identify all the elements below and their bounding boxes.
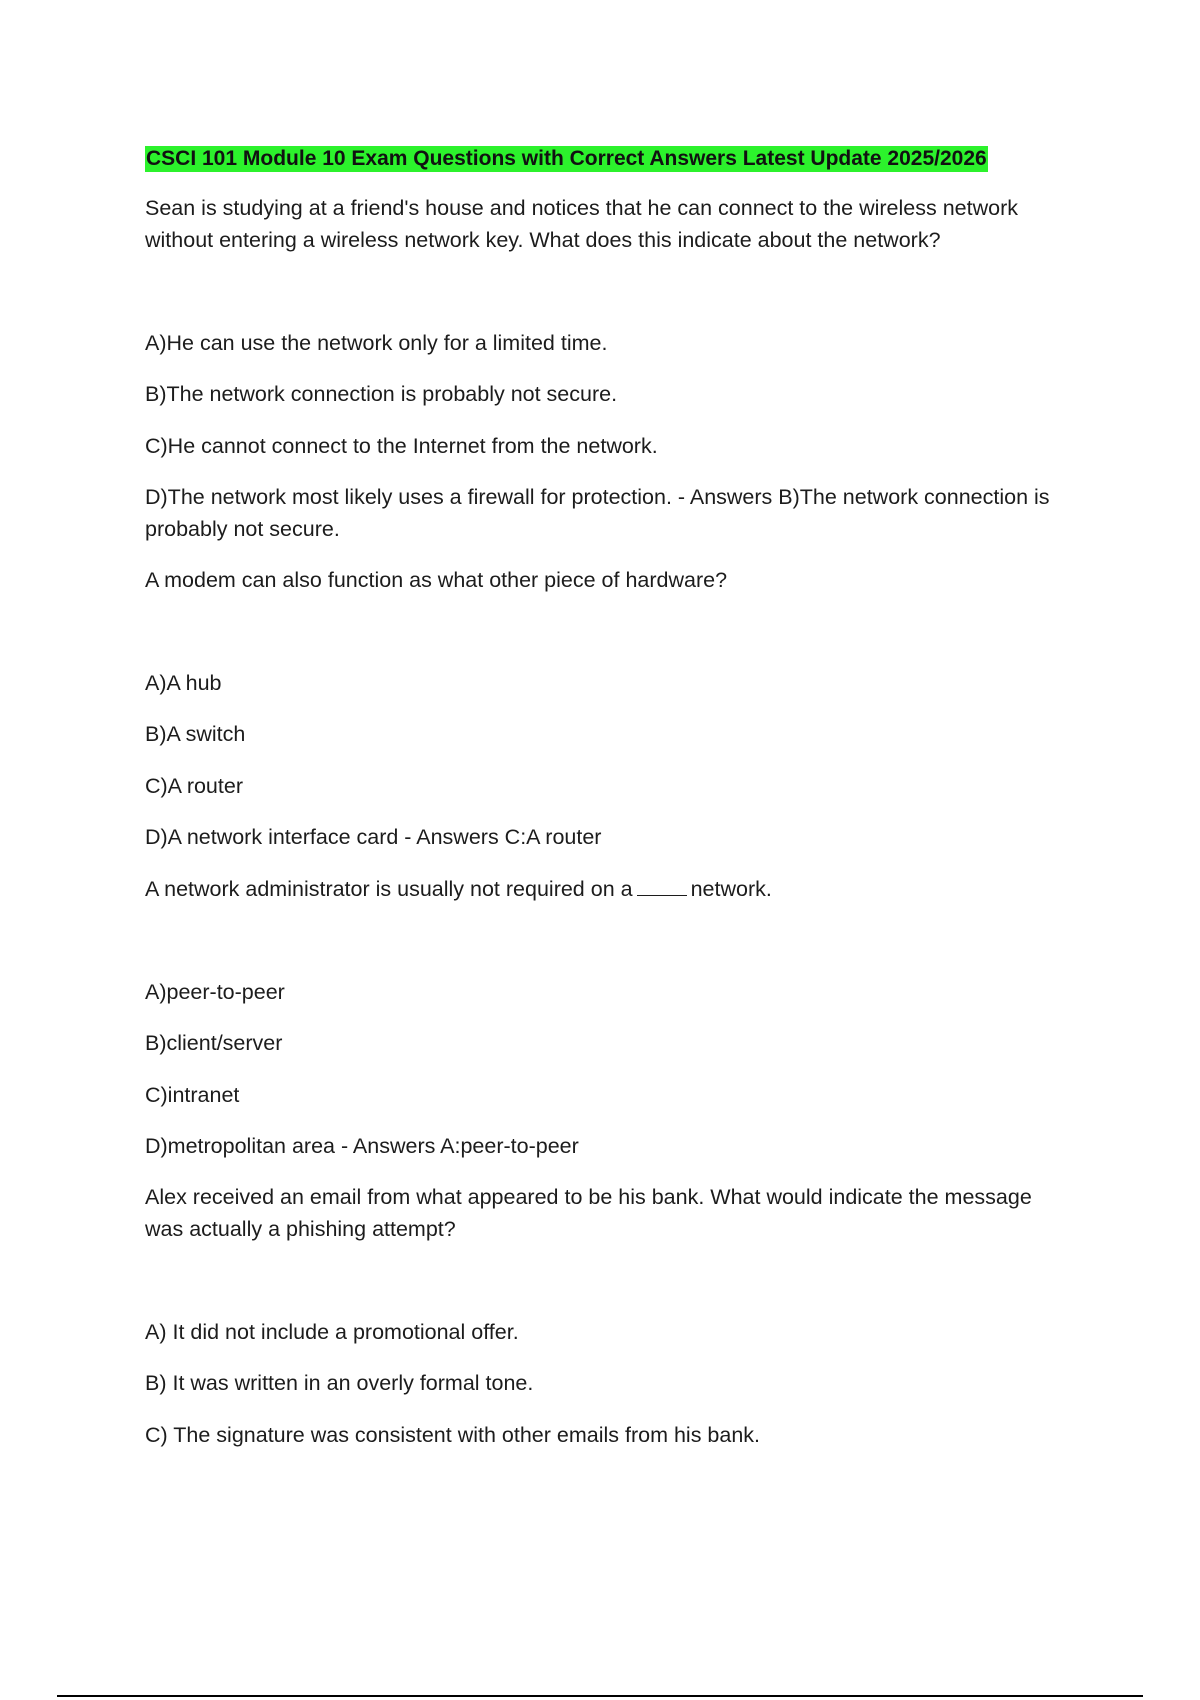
- document-title: CSCI 101 Module 10 Exam Questions with Correct Answers Latest Update 2025/2026: [146, 147, 987, 170]
- q1-text-line-2: without entering a wireless network key. What does this indicate about the network?: [145, 228, 941, 252]
- q1-option-a: A)He can use the network only for a limited time.: [145, 331, 608, 355]
- q3-option-d: D)metropolitan area - Answers A:peer-to-peer: [145, 1134, 579, 1158]
- q4-text-line-1: Alex received an email from what appeared to be his bank. What would indicate the message: [145, 1185, 1032, 1209]
- footer-rule: [57, 1695, 1143, 1697]
- q3-option-a: A)peer-to-peer: [145, 980, 285, 1004]
- q2-option-a: A)A hub: [145, 671, 222, 695]
- q3-blank: [637, 875, 687, 896]
- q3-text-after: network.: [690, 877, 772, 901]
- q2-text: A modem can also function as what other piece of hardware?: [145, 568, 728, 592]
- q2-option-d: D)A network interface card - Answers C:A router: [145, 825, 602, 849]
- q1-option-d-line-1: D)The network most likely uses a firewall for protection. - Answers B)The network connection is: [145, 485, 1050, 509]
- q1-option-b: B)The network connection is probably not secure.: [145, 382, 618, 406]
- q3-text: [145, 873, 772, 906]
- q4-text-line-2: was actually a phishing attempt?: [145, 1217, 456, 1241]
- q3-text-before: A network administrator is usually not required on a: [145, 877, 633, 901]
- q4-option-b: B) It was written in an overly formal tone.: [145, 1371, 534, 1395]
- q3-option-c: C)intranet: [145, 1083, 240, 1107]
- q1-text-line-1: Sean is studying at a friend's house and notices that he can connect to the wireless network: [145, 196, 1018, 220]
- q2-option-b: B)A switch: [145, 722, 246, 746]
- q3-option-b: B)client/server: [145, 1031, 283, 1055]
- q2-option-c: C)A router: [145, 774, 243, 798]
- q1-option-d-line-2: probably not secure.: [145, 517, 340, 541]
- q4-option-c: C) The signature was consistent with other emails from his bank.: [145, 1423, 761, 1447]
- q1-option-c: C)He cannot connect to the Internet from the network.: [145, 434, 658, 458]
- q4-option-a: A) It did not include a promotional offer.: [145, 1320, 519, 1344]
